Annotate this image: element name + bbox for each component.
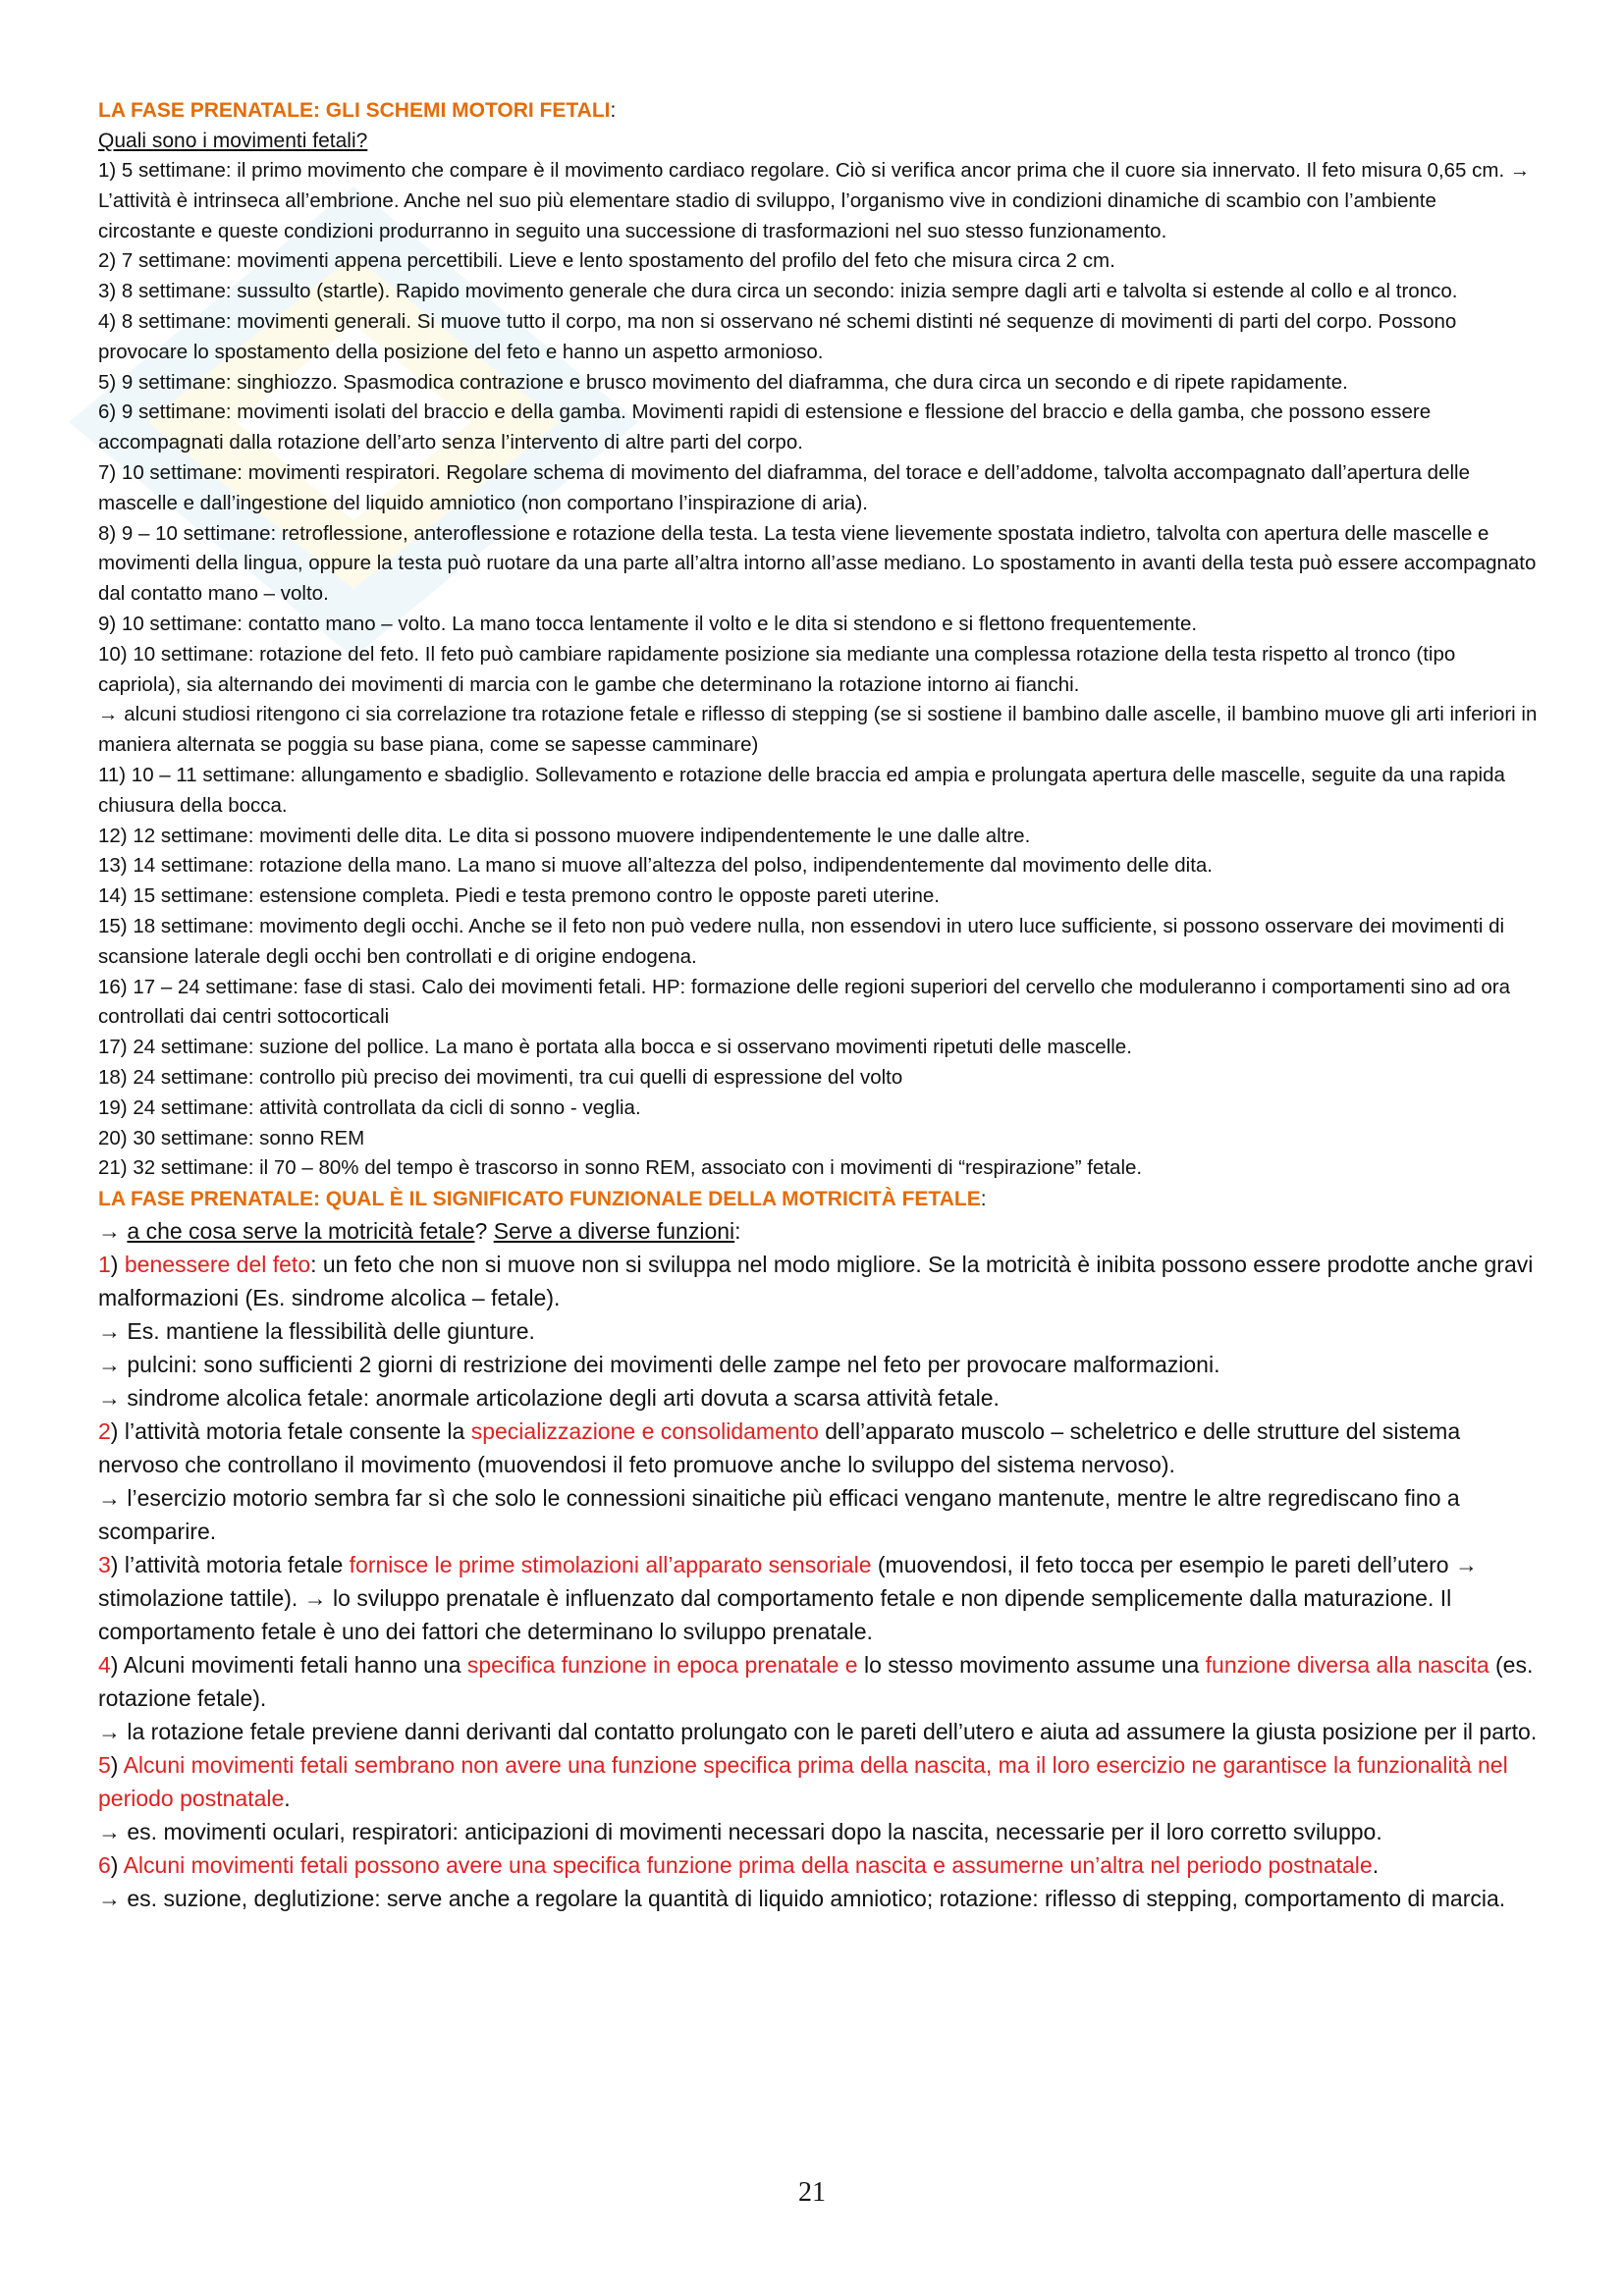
movement-item: 17) 24 settimane: suzione del pollice. La mano è portata alla bocca e si osservano movimenti ripetuti delle mascelle. bbox=[98, 1036, 1132, 1059]
movement-item: 6) 9 settimane: movimenti isolati del braccio e della gamba. Movimenti rapidi di estensione e flessione del braccio e della gamba, che possono essere accompagnati dalla rotazione dell’arto senza l’intervento di altre parti del corpo. bbox=[98, 400, 1432, 454]
function-6: 6) Alcuni movimenti fetali possono avere una specifica funzione prima della nascita e assumerne un’altra nel periodo postnatale. bbox=[98, 1852, 1380, 1879]
page-number: 21 bbox=[798, 2177, 826, 2208]
section-heading-significato-funzionale: LA FASE PRENATALE: QUAL È IL SIGNIFICATO FUNZIONALE DELLA MOTRICITÀ FETALE: bbox=[98, 1188, 987, 1211]
movement-item: 19) 24 settimane: attività controllata da cicli di sonno - veglia. bbox=[98, 1095, 641, 1119]
function-1-note: → pulcini: sono sufficienti 2 giorni di restrizione dei movimenti delle zampe nel feto per provocare malformazioni. bbox=[98, 1352, 1220, 1378]
movement-item: 13) 14 settimane: rotazione della mano. La mano si muove all’altezza del polso, indipendentemente dal movimento delle dita. bbox=[98, 854, 1214, 878]
function-2-note: → l’esercizio motorio sembra far sì che solo le connessioni sinaitiche più efficaci vengano mantenute, mentre le altre regrediscano fino a scomparire. bbox=[98, 1485, 1460, 1545]
movement-item: 8) 9 – 10 settimane: retroflessione, anteroflessione e rotazione della testa. La testa viene lievemente spostata indietro, talvolta con apertura delle mascelle e movimenti della lingua, oppure la testa può ruotare da una parte all’altra intorno all’asse mediano. Lo spostamento in avanti della testa può essere accompagnato dal contatto mano – volto. bbox=[98, 521, 1537, 606]
function-2: 2) l’attività motoria fetale consente la specializzazione e consolidamento dell’apparato muscolo – scheletrico e delle strutture del sistema nervoso che controllano il movimento (muovendosi il feto promuove anche lo sviluppo del sistema nervoso). bbox=[98, 1418, 1461, 1478]
movement-item: 12) 12 settimane: movimenti delle dita. Le dita si possono muovere indipendentemente le une dalle altre. bbox=[98, 824, 1031, 847]
function-6-note: → es. suzione, deglutizione: serve anche a regolare la quantità di liquido amniotico; rotazione: riflesso di stepping, comportamento di marcia. bbox=[98, 1886, 1506, 1912]
movement-item: 1) 5 settimane: il primo movimento che compare è il movimento cardiaco regolare. Ciò si verifica ancor prima che il cuore sia innervato. Il feto misura 0,65 cm. → L’attività è intrinseca all’embrione. Anche nel suo più elementare stadio di sviluppo, l’organismo vive in condizioni dinamiche di scambio con l’ambiente circostante e queste condizioni produrranno in seguito una successione di trasformazioni nel suo stesso funzionamento. bbox=[98, 159, 1531, 242]
function-1-note: → Es. mantiene la flessibilità delle giunture. bbox=[98, 1318, 535, 1345]
function-4-note: → la rotazione fetale previene danni derivanti dal contatto prolungato con le pareti dell’utero e aiuta ad assumere la giusta posizione per il parto. bbox=[98, 1719, 1538, 1745]
movement-item: 21) 32 settimane: il 70 – 80% del tempo è trascorso in sonno REM, associato con i movimenti di “respirazione” fetale. bbox=[98, 1156, 1143, 1180]
movement-item: 20) 30 settimane: sonno REM bbox=[98, 1126, 365, 1149]
functions-intro: → a che cosa serve la motricità fetale? Serve a diverse funzioni: bbox=[98, 1218, 741, 1245]
document-content bbox=[98, 95, 1538, 1915]
movement-item: 15) 18 settimane: movimento degli occhi. Anche se il feto non può vedere nulla, non essendovi in utero luce sufficiente, si possono osservare dei movimenti di scansione laterale degli occhi ben controllati e di origine endogena. bbox=[98, 914, 1505, 968]
function-1: 1) benessere del feto: un feto che non si muove non si sviluppa nel modo migliore. Se la motricità è inibita possono essere prodotte anche gravi malformazioni (Es. sindrome alcolica – fetale). bbox=[98, 1252, 1534, 1311]
question-movimenti-fetali: Quali sono i movimenti fetali? bbox=[98, 130, 368, 152]
movement-item: 3) 8 settimane: sussulto (startle). Rapido movimento generale che dura circa un secondo: inizia sempre dagli arti e talvolta si estende al collo e al tronco. bbox=[98, 280, 1458, 303]
movement-item: 5) 9 settimane: singhiozzo. Spasmodica contrazione e brusco movimento del diaframma, che dura circa un secondo e di ripete rapidamente. bbox=[98, 370, 1348, 394]
movement-item: 16) 17 – 24 settimane: fase di stasi. Calo dei movimenti fetali. HP: formazione delle regioni superiori del cervello che moduleranno i comportamenti sino ad ora controllati dai centri sottocorticali bbox=[98, 975, 1511, 1029]
movement-item: 7) 10 settimane: movimenti respiratori. Regolare schema di movimento del diaframma, del torace e dell’addome, talvolta accompagnato dall’apertura delle mascelle e dall’ingestione del liquido amniotico (non comportano l’inspirazione di aria). bbox=[98, 460, 1470, 514]
function-5-note: → es. movimenti oculari, respiratori: anticipazioni di movimenti necessari dopo la nascita, necessarie per il loro corretto sviluppo. bbox=[98, 1819, 1382, 1845]
movement-item: 10) 10 settimane: rotazione del feto. Il feto può cambiare rapidamente posizione sia mediante una complessa rotazione della testa rispetto al tronco (tipo capriola), sia alternando dei movimenti di marcia con le gambe che determinano la rotazione intorno ai fianchi. bbox=[98, 642, 1456, 696]
movement-note: → alcuni studiosi ritengono ci sia correlazione tra rotazione fetale e riflesso di stepping (se si sostiene il bambino dalle ascelle, il bambino muove gli arti inferiori in maniera alternata se poggia su base piana, come se sapesse camminare) bbox=[98, 703, 1538, 757]
movement-item: 9) 10 settimane: contatto mano – volto. La mano tocca lentamente il volto e le dita si stendono e si flettono frequentemente. bbox=[98, 612, 1198, 635]
function-3: 3) l’attività motoria fetale fornisce le prime stimolazioni all’apparato sensoriale (muovendosi, il feto tocca per esempio le pareti dell’utero → stimolazione tattile). → lo sviluppo prenatale è influenzato dal comportamento fetale e non dipende semplicemente dalla maturazione. Il comportamento fetale è uno dei fattori che determinano lo sviluppo prenatale. bbox=[98, 1552, 1478, 1645]
section-heading-schemi-motori: LA FASE PRENATALE: GLI SCHEMI MOTORI FETALI: bbox=[98, 99, 617, 122]
movement-item: 14) 15 settimane: estensione completa. Piedi e testa premono contro le opposte pareti uterine. bbox=[98, 884, 940, 908]
function-5: 5) Alcuni movimenti fetali sembrano non avere una funzione specifica prima della nascita, ma il loro esercizio ne garantisce la funzionalità nel periodo postnatale. bbox=[98, 1752, 1508, 1812]
movement-item: 18) 24 settimane: controllo più preciso dei movimenti, tra cui quelli di espressione del volto bbox=[98, 1065, 903, 1089]
movement-item: 4) 8 settimane: movimenti generali. Si muove tutto il corpo, ma non si osservano né schemi distinti né sequenze di movimenti di parti del corpo. Possono provocare lo spostamento della posizione del feto e hanno un aspetto armonioso. bbox=[98, 309, 1457, 363]
function-1-note: → sindrome alcolica fetale: anormale articolazione degli arti dovuta a scarsa attività fetale. bbox=[98, 1385, 1000, 1412]
movement-item: 2) 7 settimane: movimenti appena percettibili. Lieve e lento spostamento del profilo del feto che misura circa 2 cm. bbox=[98, 249, 1115, 273]
function-4: 4) Alcuni movimenti fetali hanno una specifica funzione in epoca prenatale e lo stesso movimento assume una funzione diversa alla nascita (es. rotazione fetale). bbox=[98, 1652, 1534, 1712]
movement-item: 11) 10 – 11 settimane: allungamento e sbadiglio. Sollevamento e rotazione delle braccia ed ampia e prolungata apertura delle mascelle, seguite da una rapida chiusura della bocca. bbox=[98, 763, 1505, 817]
